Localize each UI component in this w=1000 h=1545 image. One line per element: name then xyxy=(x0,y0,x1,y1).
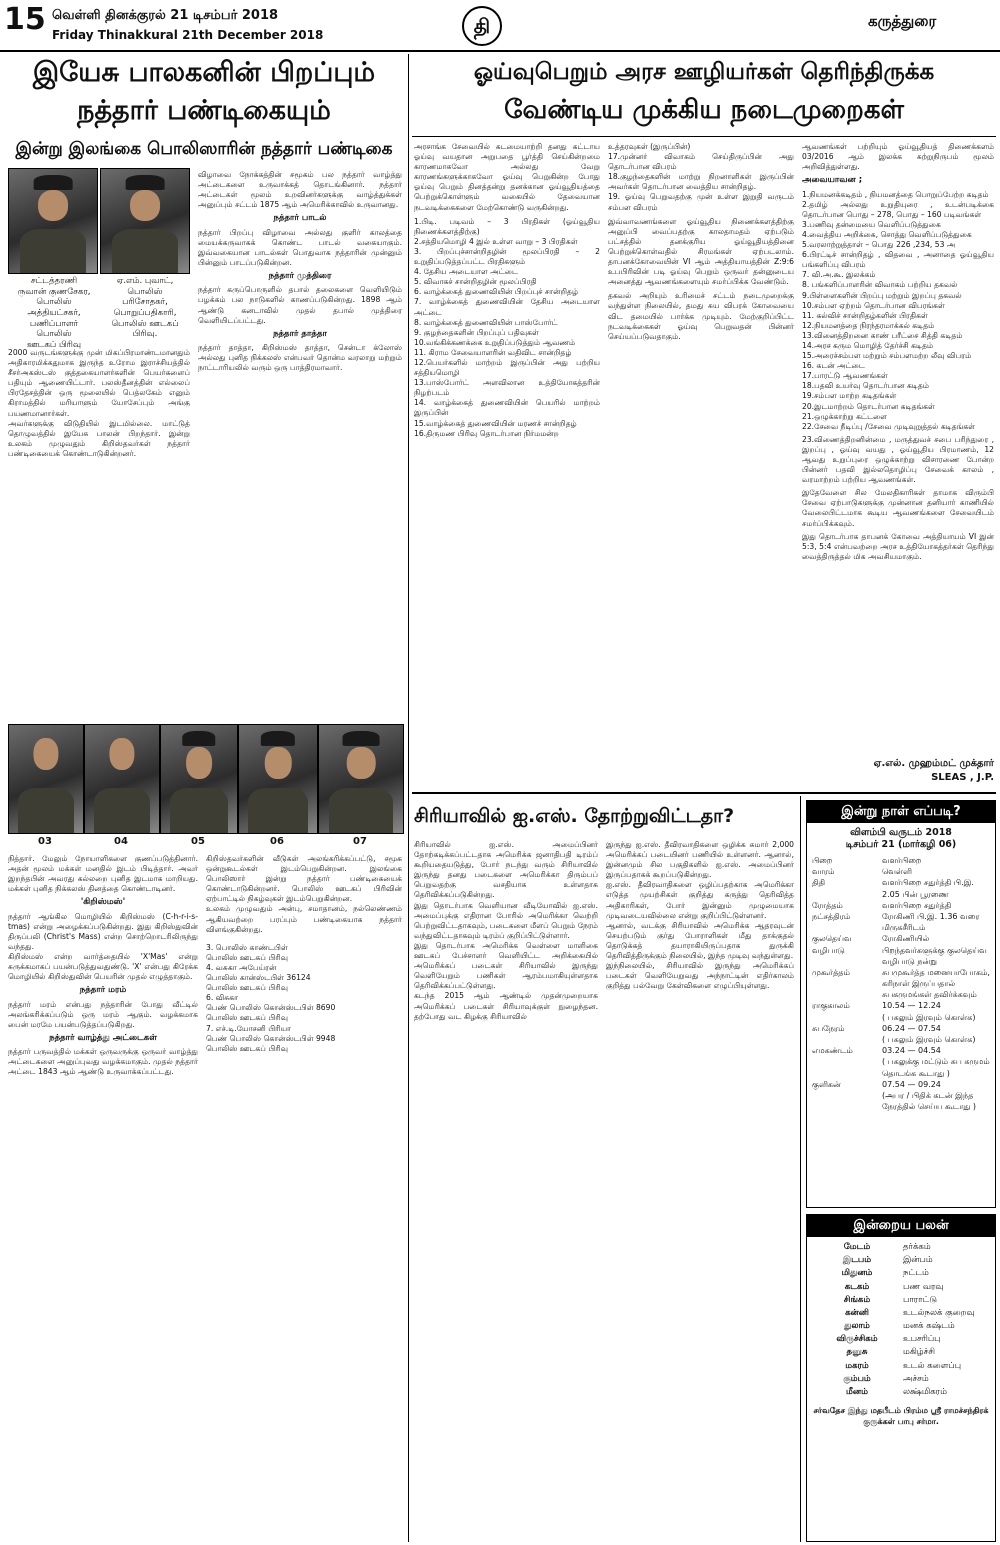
lower-right-paragraph-2: உலகம் முழுவதும் அன்பு, சமாதானம், நல்லெண்ணம் ஆகியவற்றை பரப்பும் பண்டிகையாக நத்தார் விளங்குகின்றது. xyxy=(206,904,402,934)
almanac-value: 10.54 — 12.24 xyxy=(882,1001,941,1011)
subheading-christmas: 'கிறிஸ்மஸ்' xyxy=(80,897,126,908)
christmas-middle-column xyxy=(198,170,402,714)
zodiac-prediction: உடல் களைப்பு xyxy=(903,1360,962,1371)
zodiac-prediction: உடல்நலக் குறைவு xyxy=(903,1307,975,1318)
christmas-subtitle: இன்று இலங்கை பொலிஸாரின் நத்தார் பண்டிகை xyxy=(15,139,393,159)
list-item: 12.பெயர்களில் மாற்றம் இருப்பின் அது பற்றிய சத்தியமொழி xyxy=(414,357,600,378)
credit-line: 6. விசுகா xyxy=(206,993,239,1003)
zodiac-prediction: பண வரவு xyxy=(903,1281,944,1292)
photo-caption-1: சட்டத்தரணி ருவான் குணசேகர, பொலிஸ் அத்தியட்சகர், பணிப்பாளர் பொலிஸ் ஊடகப் பிரிவு xyxy=(17,276,91,350)
list-item: 2.சத்தியமொழி 4 இல் உள்ள வாறு – 3 பிரதிகள் xyxy=(414,236,578,246)
almanac-key: சுபநேரம் xyxy=(812,1023,845,1033)
list-item: 5.வரலாற்றுத்தாள் – பொது 226 ,234, 53 அ xyxy=(802,240,956,250)
list-item: 11. கிராம சேவையாளரின் வதிவிட சான்றிதழ் xyxy=(414,347,572,357)
pension-column-3 xyxy=(802,142,994,752)
syria-paragraph-1: சிரியாவில் ஐ.எஸ். அமைப்பினர் தோற்கடிக்கப்பட்டதாக அமெரிக்க ஜனாதிபதி டிரம்ப் கூறியதையடுத்து, போர் நடந்து வரும் சிரியாவில் இருந்து தனது படைகளை அமெரிக்கா திரும்பப் பெறுவதற்கு வசதியாக உள்ளதாக தெரிவிக்கப்படுகின்றது. xyxy=(414,840,598,900)
list-item: 15.வாழ்க்கைத் துணைவியின் மரணச் சான்றிதழ் xyxy=(414,418,577,428)
almanac-key: ரோத்தம் xyxy=(812,900,843,910)
zodiac-prediction: இன்பம் xyxy=(903,1255,933,1266)
officer-photo-1 xyxy=(8,168,98,274)
syria-column-2 xyxy=(606,840,794,1540)
list-item: 18.பதவி உயர்வு தொடர்பான கடிதம் xyxy=(802,381,929,391)
intro-paragraph: 2000 வருடங்களுக்கு முன் மிகப்பிரமாண்டமானதும் அதிகாரமிக்கதுமாக இருந்த உரோம இராச்சியத்தில் சீசர்அகஸ்டஸ் குத்தகையாளர்களின் பெயர்களைப் பதியும் ஆணையிட்டார். பலஸ்தீனத்தின் எல்லைப் பிரதேசத்தின் ஒரு மூலையில் பெத்லகேம் எனும் கிராமத்தில் மரியாளும் யோசேப்பும் அங்கு பயணமானார்கள். xyxy=(8,348,190,418)
pension-column-1 xyxy=(414,142,600,782)
zodiac-sign: இடபம் xyxy=(842,1255,872,1266)
pension-column-2 xyxy=(608,142,794,782)
list-item: 17.முன்னர் விவாகம் செய்திருப்பின் அது தொடர்பான விபரம் xyxy=(608,152,794,172)
credit-line: பெண் பொலிஸ் கொன்ஸ்டபிள் 9948 xyxy=(206,1033,336,1043)
credit-line: பொலிஸ் கான்ஸ்டபிள் 36124 xyxy=(206,973,311,983)
pension-col3-heading: அவையாவன ; xyxy=(802,175,863,186)
subheading-tree: நத்தார் மரம் xyxy=(79,985,127,996)
rule xyxy=(412,136,996,137)
list-item: 13.வினைத்திறனை காண் பரீட்சை சித்தி கடிதம் xyxy=(802,330,963,340)
subheading-santa: நத்தார் தாத்தா xyxy=(273,328,327,339)
almanac-key: நட்சத்திரம் xyxy=(812,911,851,921)
almanac-key: திதி xyxy=(812,878,826,888)
author-name: ஏ.எல். முஹம்மட் முக்தார் xyxy=(873,758,994,769)
zodiac-sign: மிதுனம் xyxy=(841,1268,873,1279)
zodiac-prediction: மகிழ்ச்சி xyxy=(903,1347,936,1358)
list-item: 2.தமிழ் அல்லது உறுதியுரை , உடன்படிக்கை தொடர்பான பொது – 278, பொது – 160 படிவங்கள் xyxy=(802,199,994,219)
pension-paragraph-2: இவ்வாவணங்களை ஓய்வூதிய நிணைக்களத்திற்கு அனுப்பி வைப்பதற்கு காலதாமதம் ஏற்படும் பட்சத்தில் தனக்குரிய ஓய்வூதியத்தினை பெற்றுக்கொள்வதில் சிரமங்கள் ஏற்படலாம். தாபனக்கோவையின் VI ஆம் அத்தியாயத்தின் Z:9:6 உபபிரிவின் படி ஓய்வு பெறும் ஒருவர் தன்னுடைய அனைத்து ஆவணங்களையும் சமர்ப்பிக்க வேண்டும். xyxy=(608,216,794,287)
lower-right-paragraph-1: கிறிஸ்தவர்களின் வீடுகள் அலங்கரிக்கப்பட்டு, சமூக ஒன்றுகூடல்கள் இடம்பெறுகின்றன. இலங்கை பொலிஸார் இன்று நத்தார் பண்டிகையைக் கொண்டாடுகின்றனர். பொலிஸ் ஊடகப் பிரிவின் ஏற்பாட்டில் நிகழ்வுகள் இடம்பெறுகின்றன. xyxy=(206,854,402,904)
syria-column-1 xyxy=(414,840,598,1540)
column-divider xyxy=(800,796,801,1542)
newspaper-logo: தி xyxy=(462,6,502,46)
credit-line: பொலிஸ் ஊடகப் பிரிவு xyxy=(206,952,289,962)
photo-caption-2: ஏ.எம். புவாட், பொலிஸ் பரிசோதகர், பொறுப்பதிகாரி, பொலிஸ் ஊடகப் பிரிவு. xyxy=(111,276,179,340)
pension-paragraph-1: அரசாங்க சேவையில் கடமையாற்றி தனது கட்டாய ஓய்வு வயதான அறுபதை பூர்த்தி செய்கின்றமை காரணமாகவோ அல்லது வேறு காரணங்களுக்காகவோ ஓய்வு பெறுகின்ற போது ஓய்வு பெறும் தினத்தன்று தனக்கான ஓய்வூதியத்தை பெற்றுக்கொள்ளும் வகையில் தேவையான நடவடிக்கைகளை மேற்கொண்டு வருகின்றது. xyxy=(414,142,600,212)
almanac-year: விளம்பி வருடம் 2018 xyxy=(850,827,952,838)
pension-col3-intro: ஆவணங்கள் பற்றியும் ஓய்வூதியத் திணைக்களம் 03/2016 ஆம் இலக்க சுற்றுநிருபம் மூலம் அறிவித்துள்ளது. xyxy=(802,142,994,172)
almanac-value: (அபர / பிதிக் கடன் இந்த நேரத்தில் செய்ய கூடாது ) xyxy=(882,1090,976,1112)
pension-title-line2: வேண்டிய முக்கிய நடைமுறைகள் xyxy=(504,95,904,125)
police-photo-05 xyxy=(160,724,238,834)
credit-line: 4. வசுகா அபேய்ரன் xyxy=(206,962,277,972)
author-title: SLEAS , J.P. xyxy=(931,772,994,783)
list-item: 13.பாஸ்போர்ட் அளவிலான உத்தியோகத்தரின் நிழற்படம் xyxy=(414,378,600,398)
horoscope-table xyxy=(807,1237,995,1399)
list-item: 3. பிறப்புச்சான்றிதழின் மூலப்பிரதி – 2 உறுதிப்படுத்தப்பட்ட பிரதிகளும் xyxy=(414,246,600,267)
list-item: 14. வாழ்க்கைத் துணைவியின் பெயரில் மாற்றம் இருப்பின் xyxy=(414,398,600,418)
list-item: 9. குழந்தைகளின் பிறப்புப் பதிவுகள் xyxy=(414,327,539,337)
syria-paragraph-3: இது தொடர்பாக அமெரிக்க வெள்ளை மாளிகை ஊடகப் பேச்சாளர் வெளியிட்ட அறிக்கையில் அமெரிக்கப் படைகள் சிரியாவில் இருந்து வெளியேறும் பணிகள் ஆரம்பமாகியுள்ளதாக தெரிவிக்கப்பட்டுள்ளது. xyxy=(414,940,598,991)
subheading-carol: நத்தார் பாடல் xyxy=(273,213,327,224)
almanac-value: வளர்பிறை சதுர்த்தி பி.இ. 2.05 பின் பூரணை xyxy=(882,878,974,899)
almanac-value: ( பகலுக்கு மட்டும் சுப கருமம் தொடங்க கூடாது ) xyxy=(882,1057,990,1078)
syria-title: சிரியாவில் ஐ.எஸ். தோற்றுவிட்டதா? xyxy=(414,805,735,827)
section-label: கருத்துரை xyxy=(868,12,937,30)
pension-document-list xyxy=(414,217,600,439)
police-photo-07 xyxy=(318,724,404,834)
syria-paragraph-4: கடந்த 2015 ஆம் ஆண்டில் முதன்முறையாக அமெரிக்கப் படைகள் சிரியாவுக்குள் நுழைந்தன. தற்போது வட கிழக்கு சிரியாவில் xyxy=(414,991,598,1021)
horoscope-box xyxy=(806,1214,996,1542)
photo-number: 03 xyxy=(38,836,52,847)
rule xyxy=(412,792,996,794)
almanac-value: வெள்ளி xyxy=(882,867,912,877)
almanac-box xyxy=(806,800,996,1208)
list-item: 4.வைத்திய அறிக்கை, சொத்து வெளிப்படுத்துகை xyxy=(802,229,972,239)
almanac-key xyxy=(812,1012,882,1023)
list-item: 6. வாழ்க்கைத் துணைவியின் பிறப்புச் சான்றிதழ் xyxy=(414,287,579,297)
almanac-value: ரோகிணியில் பிறந்தவர்களுக்கு குலதெய்வ வழிபாடு நன்று xyxy=(882,934,987,966)
list-item: 7. வி.அ.கூ. இலக்கம் xyxy=(802,270,876,280)
almanac-key: வாரம் xyxy=(812,867,835,877)
syria-paragraph-6: ஐ.எஸ். தீவிரவாதிகளை ஒழிப்பதற்காக அமெரிக்கா எடுத்த முயற்சிகள் குறித்து கருத்து தெரிவித்த அதிகாரிகள், போர் இன்னும் முழுமையாக முடிவடையவில்லை என்று குறிப்பிட்டுள்ளனர். xyxy=(606,880,794,920)
police-photo-03 xyxy=(8,724,84,834)
list-item: 9.பிள்ளைகளின் பிறப்பு மற்றும் இறப்பு தகவல் xyxy=(802,290,962,300)
list-item: 8. வாழ்க்கைத் துணைவியின் பாஸ்போர்ட் xyxy=(414,317,558,327)
list-item: 18.குழந்தைகளின் மாற்று நிறனாளிகள் இருப்பின் அவர்கள் தொடர்பான வைத்திய சான்றிதழ். xyxy=(608,172,794,192)
list-item: 21.ஒழுக்காற்று கட்டளை xyxy=(802,411,888,421)
credit-line: 3. பொலிஸ் காண்டபிள் xyxy=(206,942,288,952)
almanac-value: ( பகலும் இரவும் கொள்க) xyxy=(882,1012,976,1022)
list-item: 10.சம்பள ஏற்றம் தொடர்பான விபரங்கள் xyxy=(802,300,945,310)
credit-line: பொலிஸ் ஊடகப் பிரிவு xyxy=(206,1013,289,1023)
almanac-key: பிறை xyxy=(812,856,833,865)
pension-paragraph-3: தகவல் அறியும் உரிமைச் சட்டம் நடைமுறைக்கு வந்துள்ள நிலையில், தமது சுய விபரக் கோவையை விட தமையில் பார்க்க முடியும். மேற்குறிப்பிட்ட நடவடிக்கைகள் ஓய்வு பெறுவதன் பின்னர் செய்யப்படுவதாகும். xyxy=(608,291,794,341)
almanac-value: ( பகலும் இரவும் கொள்க) xyxy=(882,1035,976,1044)
subheading-cards: நத்தார் வாழ்த்து அட்டைகள் xyxy=(49,1032,157,1043)
mid-paragraph-3: நத்தார் கருப்பொருளில் தபால் தலைகளை வெளியிடும் பழக்கம் பல நாடுகளில் காணப்படுகின்றது. 1898 ஆம் ஆண்டு கனடாவில் முதல் தபால் முத்திரை வெளியிடப்பட்டது. xyxy=(198,285,402,325)
photo-number: 07 xyxy=(353,836,367,847)
horoscope-title: இன்றைய பலன் xyxy=(807,1215,995,1237)
zodiac-sign: மீனம் xyxy=(846,1386,868,1397)
list-item: 14.அரச கரும மொழித் தேர்ச்சி கடிதம் xyxy=(802,340,934,350)
almanac-value: 03.24 — 04.54 xyxy=(882,1046,941,1056)
list-item: 12.நியமனத்தை நிரந்தரமாக்கல் கடிதம் xyxy=(802,320,935,330)
list-item: 16. கடன் அட்டை xyxy=(802,361,865,371)
list-item: 19.சம்பள மாற்ற கடிதங்கள் xyxy=(802,391,897,401)
almanac-value: 06.24 — 07.54 xyxy=(882,1023,941,1033)
lower-paragraph-3: கிறிஸ்மஸ் என்ற வார்த்தையில் 'X'Mas' என்று சுருக்கமாகப் பயன்படுத்துவதுண்டு. 'X' என்பது கிரேக்க மொழியில் கிறிஸ்துவின் பெயரின் முதல் எழுத்தாகும். xyxy=(8,952,198,982)
list-item: 15.அரைச்சம்பள மற்றும் சம்பளமற்ற லீவு விபரம் xyxy=(802,351,972,361)
almanac-value: ரோகிணி பி.இ. 1.36 வரை மிருகசீரிடம் xyxy=(882,911,980,933)
lower-paragraph-1: நித்தார். மேலும் நோயாளிகளை குணப்படுத்தினார். அதன் மூலம் மக்கள் மனதில் இடம் பிடித்தார். அவர் இறந்தபின் அவரது கல்லறை புனித இடமாக மாறியது. மக்கள் புனித நிக்கலஸ் தினத்தை கொண்டாடினர். xyxy=(8,854,198,894)
list-item: 22.சேவை நீடிப்பு /சேவை முடிவுறுத்தல் கடிதங்கள் xyxy=(802,421,976,431)
photo-number: 04 xyxy=(114,836,128,847)
christmas-title-line1: இயேசு பாலகனின் பிறப்பும் xyxy=(32,57,376,88)
syria-paragraph-5: இருந்து ஐ.எஸ். தீவிரவாதிகளை ஒழிக்க சுமார் 2,000 அமெரிக்கப் படையினர் பணியில் உள்ளனர். ஆனால், இன்னமும் சில பகுதிகளில் ஐ.எஸ். அமைப்பினர் இருப்பதாகக் கூறப்படுகின்றது. xyxy=(606,840,794,880)
syria-paragraph-2: இது தொடர்பாக வெளியான வீடியோவில் ஐ.எஸ். அமைப்புக்கு எதிரான போரில் அமெரிக்கா வெற்றி பெற்றுவிட்டதாகவும், படைகளை மீளப் பெறும் நேரம் வந்துவிட்டதாகவும் டிரம்ப் குறிப்பிட்டுள்ளார். xyxy=(414,900,598,940)
almanac-title: இன்று நாள் எப்படி? xyxy=(807,801,995,823)
zodiac-sign: கடகம் xyxy=(844,1281,870,1292)
pension-title-line1: ஓய்வுபெறும் அரச ஊழியர்கள் தெரிந்திருக்க xyxy=(473,59,935,85)
zodiac-prediction: தர்க்கம் xyxy=(903,1242,931,1252)
almanac-date: டிசம்பர் 21 (மார்கழி 06) xyxy=(845,839,957,850)
list-item: 1.நியமனக்கடிதம் , நியமனத்தை பொறுப்பேற்ற கடிதம் xyxy=(802,189,989,199)
list-item: 3.பணிவு தன்மையை வெளிப்படுத்துகை xyxy=(802,219,941,229)
almanac-key: எமகண்டம் xyxy=(812,1046,853,1056)
list-item: 20.இடமாற்றம் தொடர்பான கடிதங்கள் xyxy=(802,401,935,411)
lower-paragraph-4: நத்தார் மரம் என்பது நத்தாரின் போது வீட்டில் அலங்கரிக்கப்படும் ஒரு மரம் ஆகும். வழக்கமாக பைன் மரமே பயன்படுத்தப்படுகிறது. xyxy=(8,999,198,1029)
zodiac-prediction: பாராட்டு xyxy=(903,1294,937,1305)
mid-paragraph-1: விழாவை நோக்கத்தின் சமூகம் பல நத்தார் வாழ்த்து அட்டைகளை உருவாக்கத் தொடங்கினார். நத்தார் அட்டைகள் மூலம் உறவினர்களுக்கு வாழ்த்துக்கள் அனுப்பும் சட்டம் 1875 ஆம் அமெரிக்காவில் உருவானது. xyxy=(198,170,402,210)
photo-credits-list xyxy=(206,943,402,1054)
almanac-key: குளிகன் xyxy=(812,1079,841,1089)
pension-paragraph-5: இதேவேளை சில மேலதிகாரிகள் தாமாக விரும்பி சேவை ஏற்பாடுகளுக்கு முன்னான தனியார் காணியில் வேலைபிட்டமாக கூடிய ஆவணங்களை சேவையிடம் சமர்ப்பிக்கவும். xyxy=(802,488,994,528)
almanac-key: ராகுகாலம் xyxy=(812,1001,850,1011)
zodiac-prediction: உபசரிப்பு xyxy=(903,1334,941,1345)
list-item: 19. ஓய்வு பெறுவதற்கு முன் உள்ள இறுதி வருடம் சம்பள விபரம் xyxy=(608,192,794,212)
zodiac-sign: மகரம் xyxy=(845,1360,869,1371)
police-photo-06 xyxy=(238,724,318,834)
list-item: 10.வங்கிக்கணக்கை உறுதிப்படுத்தும் ஆவணம் xyxy=(414,337,576,347)
zodiac-sign: கன்னி xyxy=(845,1307,869,1318)
almanac-value: சுபமுகூர்த்த மனையாபோகம், கரிநாள் இருப்பதால் சுபகருமங்கள் தவிர்க்கவும் xyxy=(882,967,990,1000)
police-photo-04 xyxy=(84,724,160,834)
zodiac-prediction: மனக் கஷ்டம் xyxy=(903,1321,955,1332)
credit-line: பெண் பொலிஸ் கொன்ஸ்டபிள் 8690 xyxy=(206,1003,336,1013)
zodiac-sign: விருச்சிகம் xyxy=(836,1334,878,1345)
list-item: 16.திருமண பிரிவு தொடர்பான நிர்மமன்ற xyxy=(414,428,559,438)
list-item: 17.பாரட்டு ஆவணங்கள் xyxy=(802,371,888,381)
list-item: 11. கல்விச் சான்றிதழ்களின் பிரதிகள் xyxy=(802,310,928,320)
christmas-title-line2: நத்தார் பண்டிகையும் xyxy=(77,95,331,126)
christmas-lower-right-column xyxy=(206,854,402,1542)
christmas-intro-column xyxy=(8,348,190,714)
zodiac-sign: கும்பம் xyxy=(843,1373,871,1384)
photo-number: 05 xyxy=(191,836,205,847)
almanac-value: வளர்பிறை சதுர்த்தி xyxy=(882,900,952,910)
credit-line: பொலிஸ் ஊடகப் பிரிவு xyxy=(206,983,289,993)
pension-paragraph-4: 23.விணைத்திறனின்மை , மருத்துவச் சபை பரிந்துரை , இறப்பு , ஓய்வு வயது , ஓய்வூதிய பிரமாணம், 12 ஆவது உறுப்புரை ஒழுக்காற்று விசாரணை போன்ற பின்னர் பதவி இல்லதொழிப்பு சேவைக் காலம் , வரமாற்றம் பற்றிய ஆவணங்கள். xyxy=(802,434,994,485)
credit-line: பொலிஸ் ஊடகப் பிரிவு xyxy=(206,1043,289,1053)
list-item: உத்தரவுகள் (இருப்பின்) xyxy=(608,142,691,151)
zodiac-prediction: நட்டம் xyxy=(903,1268,929,1279)
christmas-lower-left-column xyxy=(8,854,198,1542)
mid-paragraph-2: நத்தார் பிறப்பு விழாவை அல்லது குளிர் காலத்தை மையக்கருவாகக் கொண்ட பாடல் வகையாகும். இவ்வகையான பாடல்கள் பொதுவாக நத்தாரின் முன்னும் பின்னும் பாடப்படுகின்றன. xyxy=(198,227,402,267)
pension-paragraph-6: இது தொடர்பாக தாபனக் கோவை அத்தியாயம் VI இன் 5:3, 5:4 என்பவற்றை அரச உத்தியோகத்தர்கள் தெரிந்து வைத்திருத்தல் மிக அவசியமாகும். xyxy=(802,531,994,561)
zodiac-sign: சிங்கம் xyxy=(843,1294,871,1305)
almanac-value: 07.54 — 09.24 xyxy=(882,1079,941,1089)
almanac-key: முகூர்த்தம் xyxy=(812,967,850,977)
list-item: 5. விவாகச் சான்றிதழின் மூலப்பிரதி xyxy=(414,277,537,287)
intro-paragraph-2: அவர்களுக்கு விடுதியில் இடமில்லை. மாட்டுத் தொழுவத்தில் இயேசு பாலன் பிறந்தார். இன்று உலகம் முழுவதும் கிறிஸ்தவர்கள் நத்தார் பண்டிகையைக் கொண்டாடுகின்றனர். xyxy=(8,418,190,458)
subheading-stamp: நத்தார் முத்திரை xyxy=(268,271,332,282)
lower-paragraph-5: நத்தார் பருவத்தில் மக்கள் ஒருவருக்கு ஒருவர் வாழ்த்து அட்டைகளை அனுப்புவது வழக்கமாகும். முதல் நத்தார் அட்டை 1843 ஆம் ஆண்டு உருவாக்கப்பட்டது. xyxy=(8,1047,198,1077)
column-divider xyxy=(408,54,409,1542)
almanac-key xyxy=(812,1090,882,1112)
syria-paragraph-7: ஆனால், வடக்கு சிரியாவில் அமெரிக்க ஆதரவுடன் செயற்படும் குர்து போராளிகள் மீது தாக்குதல் தொடுக்கத் தயாராகியிருப்பதாக துருக்கி தெரிவித்திருக்கும் நிலையில், இந்த முடிவு வந்துள்ளது. xyxy=(606,920,794,961)
officer-photo-2 xyxy=(100,168,190,274)
almanac-key: குலதெய்வ வழிபாடு xyxy=(812,934,852,955)
almanac-table xyxy=(807,855,995,1112)
date-tamil: வெள்ளி தினக்குரல் 21 டிசம்பர் 2018 xyxy=(52,8,279,23)
list-item: 6.பிரட்டிச் சான்றிதழ் , விதவை , அனாதை ஓய்வூதிய பங்களிப்பு விபரம் xyxy=(802,250,994,270)
date-english: Friday Thinakkural 21th December 2018 xyxy=(52,28,324,42)
page-number: 15 xyxy=(4,2,46,37)
list-item: 1.பிடி. படிவம் – 3 பிரதிகள் (ஓய்வூதிய நிணைக்களத்திற்கு) xyxy=(414,216,600,236)
zodiac-prediction: லக்ஷ்மிகரம் xyxy=(903,1386,947,1397)
list-item: 7. வாழ்க்கைத் துணைவியின் தேசிய அடையாள அட்டை xyxy=(414,297,600,317)
zodiac-prediction: அச்சம் xyxy=(903,1373,929,1384)
photo-number: 06 xyxy=(270,836,284,847)
zodiac-sign: துலாம் xyxy=(844,1321,870,1332)
horoscope-footer: சர்வதேச இந்து மதபீடம் பிரம்ம ஸ்ரீ ராமச்சந்திரக் குருக்கள் பாபு சர்மா. xyxy=(813,1406,989,1427)
almanac-key xyxy=(812,1056,882,1078)
syria-paragraph-8: இந்நிலையில், சிரியாவில் இருந்து அமெரிக்கப் படைகள் வெளியேறுவது அந்நாட்டின் எதிர்காலம் குறித்து பல்வேறு கேள்விகளை எழுப்பியுள்ளது. xyxy=(606,961,794,991)
pension-records-list xyxy=(802,190,994,432)
list-item: 8. பங்களிப்பாளரின் விவாகம் பற்றிய தகவல் xyxy=(802,280,958,290)
zodiac-sign: தனுசு xyxy=(846,1347,868,1358)
lower-paragraph-2: நத்தார் ஆங்கில மொழியில் கிறிஸ்மஸ் (C-h-r-i-s-tmas) என்று அழைக்கப்படுகின்றது. இது கிறிஸ்துவின் திருப்பலி (Christ's Mass) என்ற சொற்றொடரிலிருந்து வந்தது. xyxy=(8,911,198,951)
mid-paragraph-4: நத்தார் தாத்தா, கிறிஸ்மஸ் தாத்தா, சென்டா க்லோஸ் அல்லது புனித நிக்கலஸ் என்பவர் தொன்ம வரலாறு மற்றும் நாட்டாரியலில் வரும் ஒரு பாத்திரமாவார். xyxy=(198,343,402,373)
zodiac-sign: மேடம் xyxy=(843,1242,871,1252)
list-item: 4. தேசிய அடையாள அட்டை xyxy=(414,267,518,277)
almanac-key xyxy=(812,1034,882,1045)
credit-line: 7. எச்.டி.யோசனி பிரியா xyxy=(206,1023,292,1033)
almanac-value: வளர்பிறை xyxy=(882,856,922,865)
